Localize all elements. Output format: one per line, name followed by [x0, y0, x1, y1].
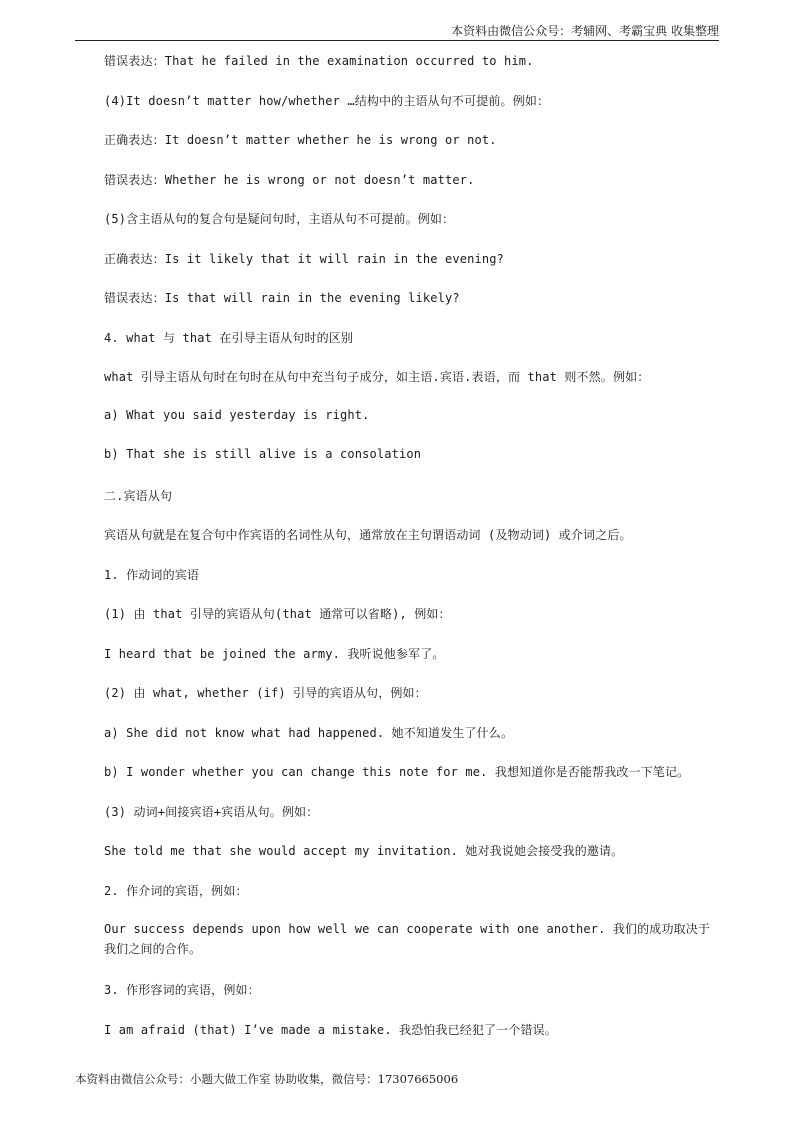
paragraph-line: (1) 由 that 引导的宾语从句(that 通常可以省略), 例如： [104, 607, 451, 621]
example-line: b) I wonder whether you can change this note for me. 我想知道你是否能帮我改一下笔记。 [104, 765, 690, 779]
paragraph-line: (2) 由 what, whether (if) 引导的宾语从句，例如： [104, 686, 427, 700]
section-heading: 2. 作介词的宾语，例如： [104, 884, 248, 898]
paragraph-line: 错误表达：Whether he is wrong or not doesn’t matter. [104, 173, 475, 187]
section-heading: 4. what 与 that 在引导主语从句时的区别 [104, 331, 354, 345]
paragraph-line: 错误表达：That he failed in the examination occurred to him. [104, 54, 534, 68]
paragraph-line: 错误表达：Is that will rain in the evening likely? [104, 291, 460, 305]
section-heading: 3. 作形容词的宾语，例如： [104, 983, 260, 997]
example-line: b) That she is still alive is a consolation [104, 447, 422, 461]
page-header: 本资料由微信公众号：考辅网、考霸宝典 收集整理 [451, 24, 719, 38]
example-line: a) What you said yesterday is right. [104, 408, 370, 422]
paragraph-line: (3) 动词+间接宾语+宾语从句。例如： [104, 805, 319, 819]
example-line: a) She did not know what had happened. 她不知道发生了什么。 [104, 726, 514, 740]
paragraph-line: (5)含主语从句的复合句是疑问句时，主语从句不可提前。例如： [104, 212, 455, 226]
paragraph-line: 正确表达：It doesn’t matter whether he is wrong or not. [104, 133, 497, 147]
example-line: She told me that she would accept my invitation. 她对我说她会接受我的邀请。 [104, 844, 624, 858]
page-footer: 本资料由微信公众号：小题大做工作室 协助收集，微信号：17307665006 [75, 1072, 459, 1086]
paragraph-line: 正确表达：Is it likely that it will rain in the evening? [104, 252, 504, 266]
section-heading: 1. 作动词的宾语 [104, 568, 200, 582]
header-divider [75, 40, 719, 41]
example-line: I am afraid (that) I’ve made a mistake. 我恐怕我已经犯了一个错误。 [104, 1023, 557, 1037]
paragraph-line: (4)It doesn’t matter how/whether …结构中的主语从句不可提前。例如： [104, 94, 550, 108]
example-line: I heard that be joined the army. 我听说他参军了。 [104, 647, 445, 661]
paragraph-line: 宾语从句就是在复合句中作宾语的名词性从句，通常放在主句谓语动词 (及物动词) 或介词之后。 [104, 528, 632, 542]
example-line: Our success depends upon how well we can cooperate with one another. 我们的成功取决于我们之间的合作。 [104, 922, 711, 956]
paragraph-line: what 引导主语从句时在句时在从句中充当句子成分，如主语.宾语.表语，而 that 则不然。例如： [104, 370, 650, 384]
section-heading: 二.宾语从句 [104, 489, 173, 503]
